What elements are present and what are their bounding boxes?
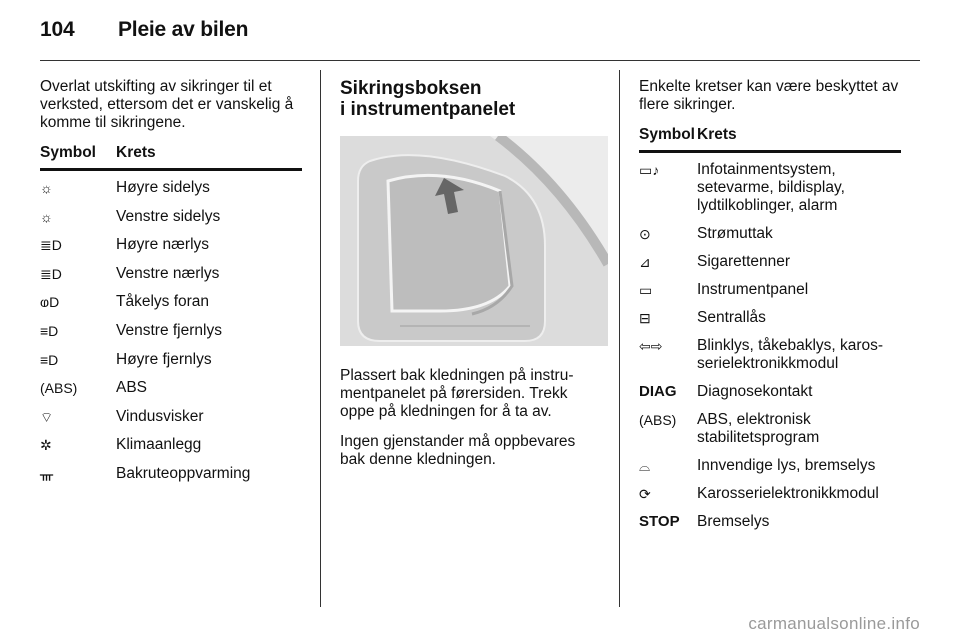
- location-paragraph: Plassert bak kledningen på instru-mentpanelet på førersiden. Trekk oppe på kledningen for å ta av.: [340, 367, 574, 420]
- table-row: [639, 383, 901, 401]
- circuit-label: Venstre nærlys: [116, 264, 220, 282]
- left-sidelight-icon: ☼: [40, 208, 53, 225]
- storage-warning-paragraph: Ingen gjenstander må oppbevares bak denne kledningen.: [340, 433, 576, 468]
- page-title: Pleie av bilen: [118, 18, 249, 41]
- front-fog-light-icon: ⱷD: [40, 294, 60, 311]
- circuit-label: Klimaanlegg: [116, 436, 202, 454]
- circuit-label: Innvendige lys, bremselys: [697, 457, 876, 474]
- body-control-module-icon: ⟳: [639, 486, 651, 502]
- table-row: [40, 265, 302, 294]
- circuit-label: Bakruteoppvarming: [116, 464, 251, 482]
- rear-window-heater-icon: ᚃ: [40, 465, 54, 482]
- header-circuit: Krets: [697, 126, 737, 143]
- table-header: [639, 126, 901, 153]
- column-fuse-list-1: [40, 78, 302, 494]
- circuit-label: Venstre fjernlys: [116, 321, 222, 339]
- column-divider-1: [320, 70, 321, 607]
- cigarette-lighter-icon: ⊿: [639, 254, 651, 270]
- intro-text: Enkelte kretser kan være beskyttet av flere sikringer.: [639, 78, 899, 113]
- header-circuit: Krets: [116, 144, 156, 161]
- table-row: [40, 208, 302, 237]
- page-header: [40, 18, 248, 42]
- fuse-table-1: [40, 171, 302, 494]
- column-fuse-box: [340, 78, 602, 481]
- turn-signal-icon: ⇦⇨: [639, 338, 663, 354]
- circuit-label: Bremselys: [697, 513, 770, 530]
- abs-esp-icon: (ABS): [639, 412, 677, 428]
- circuit-label: Høyre nærlys: [116, 236, 210, 254]
- table-row: [639, 457, 901, 475]
- power-outlet-icon: ⊙: [639, 226, 651, 242]
- interior-light-icon: ⌓: [639, 458, 651, 474]
- instrument-panel-icon: ▭: [639, 282, 653, 298]
- page-number: 104: [40, 18, 75, 41]
- table-row: [40, 379, 302, 408]
- heading-line-2: i instrumentpanelet: [340, 99, 516, 120]
- circuit-label: Instrumentpanel: [697, 281, 809, 298]
- fuse-table-2: [639, 153, 901, 531]
- climate-control-icon: ✲: [40, 437, 52, 454]
- left-high-beam-icon: ≡D: [40, 322, 59, 339]
- fuse-panel-cover-illustration: [340, 136, 608, 346]
- left-low-beam-icon: ≣D: [40, 265, 62, 282]
- intro-text: Overlat utskifting av sikringer til et verksted, ettersom det er vanskelig å komme til sikringene.: [40, 78, 294, 131]
- stop-icon: STOP: [639, 513, 680, 530]
- table-row: [40, 408, 302, 437]
- table-row: [40, 351, 302, 380]
- table-row: [639, 161, 901, 215]
- circuit-label: Diagnosekontakt: [697, 383, 813, 400]
- circuit-label: ABS, elektronisk stabilitetsprogram: [697, 411, 820, 446]
- table-row: [639, 253, 901, 271]
- table-row: [639, 337, 901, 373]
- section-heading: [340, 78, 602, 120]
- table-row: [639, 411, 901, 447]
- infotainment-icon: ▭♪: [639, 162, 660, 178]
- table-row: [639, 485, 901, 503]
- table-row: [639, 281, 901, 299]
- heading-line-1: Sikringsboksen: [340, 78, 482, 99]
- circuit-label: ABS: [116, 379, 148, 397]
- right-low-beam-icon: ≣D: [40, 237, 62, 254]
- right-high-beam-icon: ≡D: [40, 351, 59, 368]
- table-row: [639, 513, 901, 531]
- header-rule: [40, 60, 920, 61]
- circuit-label: Sigarettenner: [697, 253, 791, 270]
- watermark: carmanualsonline.info: [748, 614, 920, 633]
- wiper-icon: ⌔: [40, 408, 54, 425]
- table-row: [639, 225, 901, 243]
- circuit-label: Høyre fjernlys: [116, 350, 212, 368]
- table-row: [40, 465, 302, 494]
- table-row: [40, 436, 302, 465]
- central-locking-icon: ⊟: [639, 310, 651, 326]
- circuit-label: Høyre sidelys: [116, 179, 210, 196]
- circuit-label: Vindusvisker: [116, 407, 204, 425]
- column-divider-2: [619, 70, 620, 607]
- column-fuse-list-2: [639, 78, 901, 541]
- table-row: [40, 293, 302, 322]
- table-row: [40, 322, 302, 351]
- table-row: [639, 309, 901, 327]
- header-symbol: Symbol: [639, 126, 695, 143]
- circuit-label: Sentrallås: [697, 309, 766, 326]
- table-row: [40, 179, 302, 208]
- abs-icon: (ABS): [40, 380, 78, 397]
- table-row: [40, 236, 302, 265]
- circuit-label: Tåkelys foran: [116, 293, 210, 311]
- circuit-label: Infotainmentsystem, setevarme, bildisplay, lydtilkoblinger, alarm: [697, 161, 845, 214]
- circuit-label: Venstre sidelys: [116, 207, 221, 225]
- right-sidelight-icon: ☼: [40, 180, 53, 196]
- diagnostic-icon: DIAG: [639, 383, 677, 400]
- circuit-label: Strømuttak: [697, 225, 773, 242]
- circuit-label: Karosserielektronikkmodul: [697, 485, 879, 502]
- table-header: [40, 144, 302, 171]
- circuit-label: Blinklys, tåkebaklys, karos-serielektronikkmodul: [697, 337, 884, 372]
- header-symbol: Symbol: [40, 144, 96, 161]
